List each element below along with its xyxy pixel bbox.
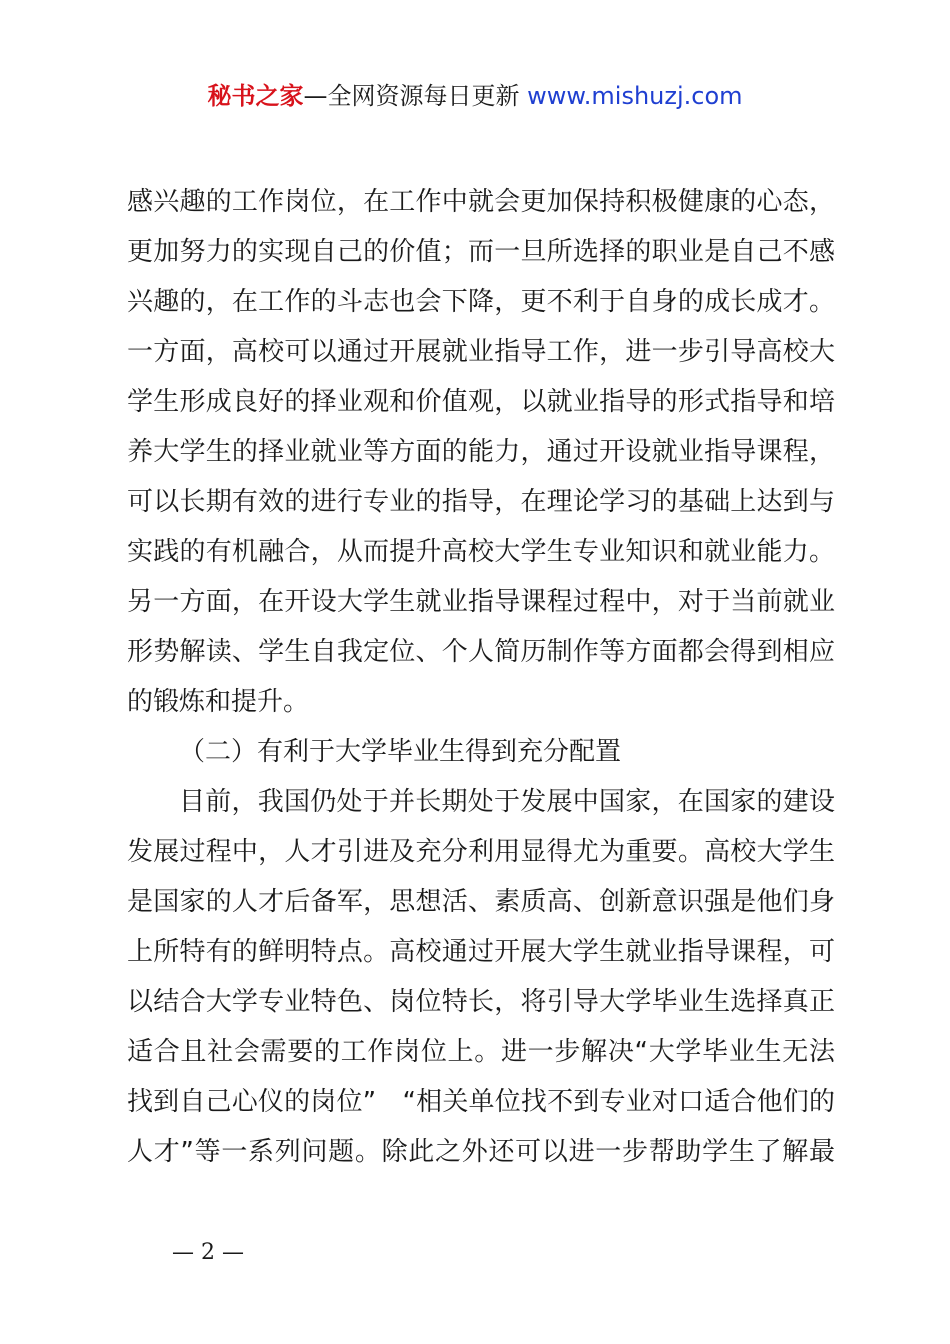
text-line: 以结合大学专业特色、岗位特长，将引导大学毕业生选择真正 (127, 987, 835, 1017)
text-line: 兴趣的，在工作的斗志也会下降，更不利于自身的成长成才。 (127, 287, 835, 317)
site-brand: 秘书之家 (207, 82, 304, 110)
site-url-link[interactable]: www.mishuzj.com (527, 82, 743, 110)
text-line: 人才”等一系列问题。除此之外还可以进一步帮助学生了解最 (127, 1137, 835, 1167)
document-body (127, 177, 835, 1177)
text-line: 是国家的人才后备军，思想活、素质高、创新意识强是他们身 (127, 887, 835, 917)
paragraph-first-line: 目前，我国仍处于并长期处于发展中国家，在国家的建设 (179, 787, 835, 817)
text-line: 找到自己心仪的岗位” “相关单位找不到专业对口适合他们的 (127, 1087, 835, 1117)
paragraph-end-line: 的锻炼和提升。 (127, 687, 310, 717)
site-header (0, 80, 950, 112)
text-line: 形势解读、学生自我定位、个人简历制作等方面都会得到相应 (127, 637, 835, 667)
text-line: 发展过程中，人才引进及充分利用显得尤为重要。高校大学生 (127, 837, 835, 867)
text-line: 学生形成良好的择业观和价值观，以就业指导的形式指导和培 (127, 387, 835, 417)
text-line: 另一方面，在开设大学生就业指导课程过程中，对于当前就业 (127, 587, 835, 617)
text-line: 感兴趣的工作岗位，在工作中就会更加保持积极健康的心态， (127, 187, 835, 217)
text-line: 上所特有的鲜明特点。高校通过开展大学生就业指导课程，可 (127, 937, 835, 967)
text-line: 实践的有机融合，从而提升高校大学生专业知识和就业能力。 (127, 537, 835, 567)
text-line: 养大学生的择业就业等方面的能力，通过开设就业指导课程， (127, 437, 835, 467)
text-line: 可以长期有效的进行专业的指导，在理论学习的基础上达到与 (127, 487, 835, 517)
site-slogan: —全网资源每日更新 (303, 82, 520, 110)
page-number: — 2 — (172, 1240, 244, 1265)
text-line: 更加努力的实现自己的价值；而一旦所选择的职业是自己不感 (127, 237, 835, 267)
text-line: 适合且社会需要的工作岗位上。进一步解决“大学毕业生无法 (127, 1037, 835, 1067)
text-line: 一方面，高校可以通过开展就业指导工作，进一步引导高校大 (127, 337, 835, 367)
section-heading: （二）有利于大学毕业生得到充分配置 (179, 737, 622, 767)
